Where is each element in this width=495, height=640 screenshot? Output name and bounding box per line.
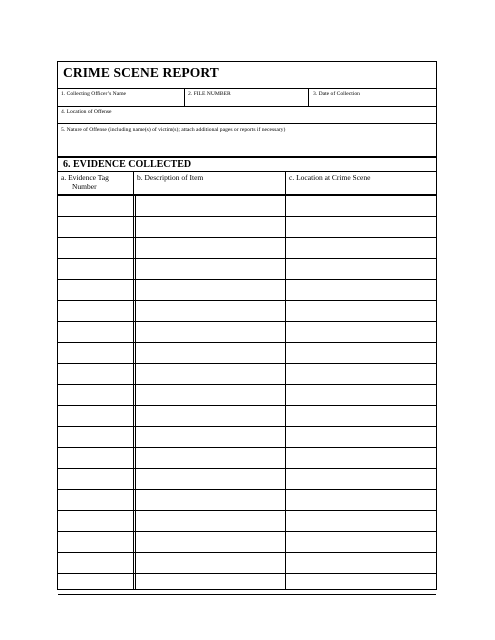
description-cell[interactable] — [135, 469, 285, 489]
evidence-tag-cell[interactable] — [58, 385, 133, 405]
table-row — [58, 301, 436, 322]
crime-scene-report-form — [57, 61, 437, 590]
location-cell[interactable] — [286, 238, 436, 258]
evidence-tag-cell[interactable] — [58, 196, 133, 216]
evidence-tag-cell[interactable] — [58, 511, 133, 531]
description-cell[interactable] — [135, 259, 285, 279]
evidence-tag-cell[interactable] — [58, 469, 133, 489]
title-row — [58, 62, 436, 89]
evidence-tag-cell[interactable] — [58, 574, 133, 594]
evidence-tag-cell[interactable] — [58, 532, 133, 552]
description-cell[interactable] — [135, 511, 285, 531]
evidence-section-header — [58, 158, 436, 172]
evidence-column-headers — [58, 172, 436, 196]
divider — [184, 89, 185, 106]
location-of-offense-label: 4. Location of Offense — [61, 109, 112, 115]
evidence-tag-cell[interactable] — [58, 280, 133, 300]
table-row — [58, 196, 436, 217]
location-cell[interactable] — [286, 343, 436, 363]
location-cell[interactable] — [286, 427, 436, 447]
description-cell[interactable] — [135, 490, 285, 510]
description-cell[interactable] — [135, 343, 285, 363]
evidence-tag-cell[interactable] — [58, 301, 133, 321]
nature-of-offense-label: 5. Nature of Offense (including name(s) of victim(s); attach additional pages or reports if necessary) — [61, 127, 286, 133]
table-row — [58, 238, 436, 259]
description-cell[interactable] — [135, 448, 285, 468]
description-cell[interactable] — [135, 427, 285, 447]
location-cell[interactable] — [286, 532, 436, 552]
col-a-header-line2: Number — [72, 181, 97, 191]
description-cell[interactable] — [135, 364, 285, 384]
collecting-officer-label: 1. Collecting Officer’s Name — [61, 91, 127, 97]
evidence-tag-cell[interactable] — [58, 553, 133, 573]
location-cell[interactable] — [286, 196, 436, 216]
table-row — [58, 553, 436, 574]
col-a-header — [61, 174, 109, 191]
divider — [285, 172, 286, 194]
col-c-header: c. Location at Crime Scene — [289, 173, 371, 182]
divider — [135, 196, 136, 589]
col-b-header: b. Description of Item — [137, 173, 204, 182]
description-cell[interactable] — [135, 574, 285, 594]
evidence-tag-cell[interactable] — [58, 427, 133, 447]
location-row — [58, 107, 436, 124]
description-cell[interactable] — [135, 385, 285, 405]
location-cell[interactable] — [286, 280, 436, 300]
table-row — [58, 448, 436, 469]
location-cell[interactable] — [286, 469, 436, 489]
location-cell[interactable] — [286, 511, 436, 531]
table-row — [58, 364, 436, 385]
location-cell[interactable] — [286, 406, 436, 426]
location-cell[interactable] — [286, 364, 436, 384]
divider — [308, 89, 309, 106]
description-cell[interactable] — [135, 301, 285, 321]
evidence-tag-cell[interactable] — [58, 238, 133, 258]
location-cell[interactable] — [286, 490, 436, 510]
description-cell[interactable] — [135, 196, 285, 216]
evidence-tag-cell[interactable] — [58, 343, 133, 363]
evidence-tag-cell[interactable] — [58, 322, 133, 342]
evidence-tag-cell[interactable] — [58, 259, 133, 279]
table-row — [58, 217, 436, 238]
table-row — [58, 385, 436, 406]
header-fields-row — [58, 89, 436, 107]
page-title: CRIME SCENE REPORT — [63, 65, 219, 80]
col-a-header-line1: a. Evidence Tag — [61, 173, 109, 182]
location-cell[interactable] — [286, 574, 436, 594]
description-cell[interactable] — [135, 280, 285, 300]
description-cell[interactable] — [135, 238, 285, 258]
table-row — [58, 427, 436, 448]
location-cell[interactable] — [286, 259, 436, 279]
location-cell[interactable] — [286, 301, 436, 321]
description-cell[interactable] — [135, 217, 285, 237]
evidence-table — [58, 196, 436, 589]
table-row — [58, 280, 436, 301]
table-row — [58, 343, 436, 364]
evidence-tag-cell[interactable] — [58, 217, 133, 237]
divider — [133, 172, 134, 194]
table-row — [58, 406, 436, 427]
location-cell[interactable] — [286, 322, 436, 342]
description-cell[interactable] — [135, 532, 285, 552]
location-cell[interactable] — [286, 217, 436, 237]
description-cell[interactable] — [135, 322, 285, 342]
description-cell[interactable] — [135, 553, 285, 573]
table-row — [58, 574, 436, 595]
location-cell[interactable] — [286, 448, 436, 468]
evidence-tag-cell[interactable] — [58, 448, 133, 468]
evidence-tag-cell[interactable] — [58, 406, 133, 426]
table-row — [58, 469, 436, 490]
table-row — [58, 532, 436, 553]
table-row — [58, 511, 436, 532]
table-row — [58, 490, 436, 511]
table-row — [58, 322, 436, 343]
evidence-tag-cell[interactable] — [58, 364, 133, 384]
evidence-section-title: 6. EVIDENCE COLLECTED — [63, 159, 192, 170]
location-cell[interactable] — [286, 553, 436, 573]
divider — [133, 196, 134, 589]
description-cell[interactable] — [135, 406, 285, 426]
table-row — [58, 259, 436, 280]
location-cell[interactable] — [286, 385, 436, 405]
file-number-label: 2. FILE NUMBER — [188, 91, 231, 97]
evidence-tag-cell[interactable] — [58, 490, 133, 510]
date-of-collection-label: 3. Date of Collection — [313, 91, 360, 97]
nature-row — [58, 124, 436, 158]
divider — [285, 196, 286, 589]
